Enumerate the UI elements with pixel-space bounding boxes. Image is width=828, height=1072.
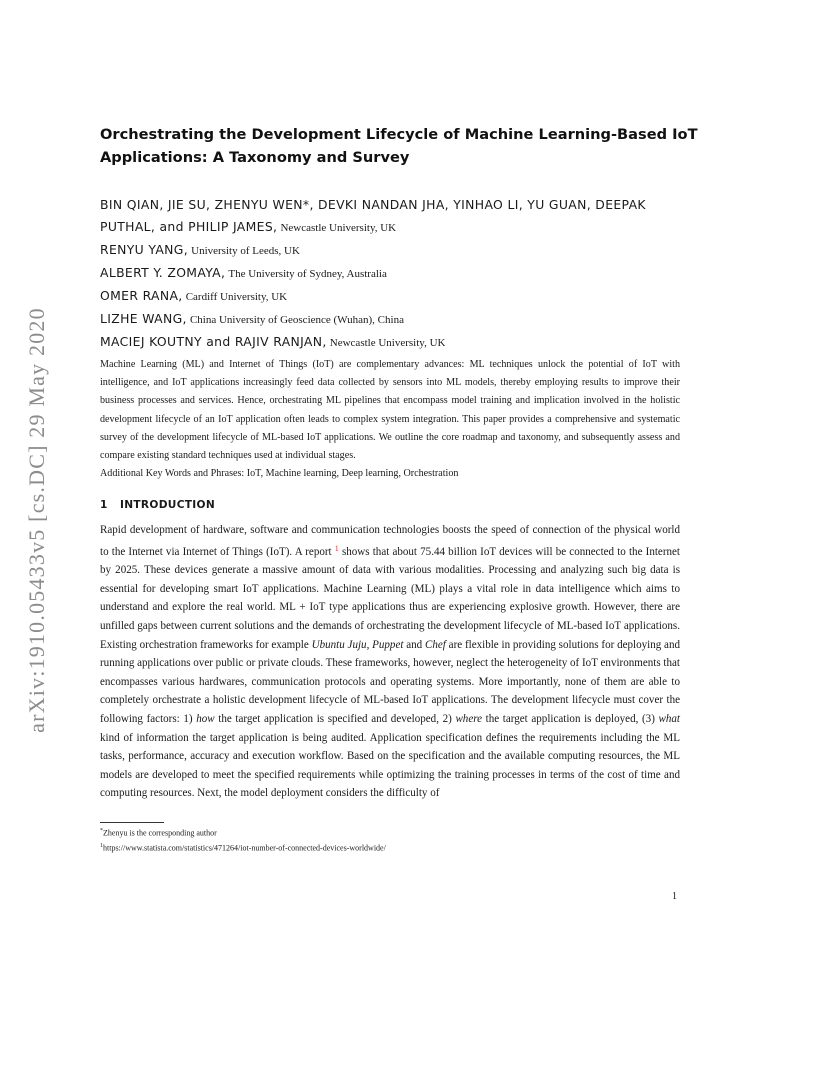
- body-text-italic: Chef: [425, 638, 446, 651]
- body-text-run: kind of information the target application is being audited. Application specification defines the requirements including the ML tasks, performance, accuracy and execution workflow. Based on the specification and the available computing resources, the ML models are developed to meet the specified requirements while optimizing the training processes in terms of the cost of time and computing resources. Next, the model deployment considers the difficulty of: [100, 731, 680, 800]
- author-names: OMER RANA,: [100, 288, 183, 303]
- author-line: [100, 194, 682, 216]
- body-text-italic: Puppet: [372, 638, 404, 651]
- abstract: Machine Learning (ML) and Internet of Things (IoT) are complementary advances: ML techniques unlock the potential of IoT with intelligence, and IoT applications increasingly feed data collected by sensors into ML models, thereby employing results to improve their business processes and services. Hence, orchestrating ML pipelines that encompass model training and implication involved in the holistic development lifecycle of an IoT application often leads to complex system integration. This paper provides a comprehensive and systematic survey of the development lifecycle of ML-based IoT applications. We outline the core roadmap and taxonomy, and subsequently assess and compare existing standard techniques used at individual stages.: [100, 359, 680, 462]
- body-text-run: ,: [366, 638, 373, 651]
- arxiv-identifier: arXiv:1910.05433v5 [cs.DC] 29 May 2020: [24, 307, 49, 733]
- author-names: BIN QIAN, JIE SU, ZHENYU WEN*, DEVKI NANDAN JHA, YINHAO LI, YU GUAN, DEEPAK: [100, 197, 646, 212]
- author-line: [100, 308, 682, 331]
- section-number: 1: [100, 499, 108, 511]
- body-text-italic: Ubuntu Juju: [311, 638, 367, 651]
- body-text-run: the target application is deployed, (3): [482, 712, 659, 725]
- footnote-link[interactable]: https://www.statista.com/statistics/471264/iot-number-of-connected-devices-worldwide/: [103, 843, 386, 853]
- author-line: [100, 216, 682, 239]
- body-text-run: Rapid development of hardware, software and communication technologies boosts the speed of connection of the physical world to the Internet via Internet of Things (IoT). A report: [100, 524, 680, 558]
- body-text-italic: how: [196, 712, 215, 725]
- author-line: [100, 331, 682, 354]
- author-line: [100, 239, 682, 262]
- author-affiliation: China University of Geoscience (Wuhan), China: [189, 314, 404, 326]
- footnote-marker: 1: [100, 842, 103, 849]
- author-names: ALBERT Y. ZOMAYA,: [100, 265, 226, 280]
- body-text-run: the target application is specified and developed, 2): [214, 712, 456, 725]
- footnote-corresponding-author: [100, 825, 680, 840]
- author-affiliation: Newcastle University, UK: [329, 337, 446, 349]
- body-text-run: and: [403, 638, 425, 651]
- page-number: 1: [672, 891, 677, 902]
- footnote-url: [100, 840, 680, 855]
- author-affiliation: Newcastle University, UK: [280, 222, 397, 234]
- body-text-run: shows that about 75.44 billion IoT devices will be connected to the Internet by 2025. These devices generate a massive amount of data with various modalities. Processing and analyzing such big data is essential for developing smart IoT applications. Machine Learning (ML) plays a vital role in data intelligence which aims to understand and explore the real world. ML + IoT type applications thus are experiencing explosive growth. However, there are unfilled gaps between current solutions and the demands of orchestrating the development lifecycle of ML-based IoT applications. Existing orchestration frameworks for example: [100, 545, 680, 651]
- author-line: [100, 262, 682, 285]
- footnote-text: Zhenyu is the corresponding author: [103, 828, 217, 838]
- author-names: LIZHE WANG,: [100, 311, 187, 326]
- author-line: [100, 285, 682, 308]
- author-names: RENYU YANG,: [100, 242, 189, 257]
- section-heading: [100, 499, 215, 511]
- author-names: PUTHAL, and PHILIP JAMES,: [100, 219, 278, 234]
- author-affiliation: The University of Sydney, Australia: [228, 268, 387, 280]
- section-title: INTRODUCTION: [120, 499, 216, 511]
- footnotes: [100, 825, 680, 854]
- body-text-italic: what: [658, 712, 680, 725]
- body-text-italic: where: [455, 712, 483, 725]
- introduction-paragraph: [100, 521, 680, 803]
- author-names: MACIEJ KOUTNY and RAJIV RANJAN,: [100, 334, 327, 349]
- keywords: Additional Key Words and Phrases: IoT, Machine learning, Deep learning, Orchestration: [100, 468, 459, 479]
- author-affiliation: University of Leeds, UK: [191, 245, 300, 257]
- footnote-marker: *: [100, 828, 103, 834]
- paper-title: Orchestrating the Development Lifecycle of Machine Learning-Based IoT Applications: A Taxonomy and Survey: [100, 126, 698, 166]
- footnote-reference-link[interactable]: 1: [334, 543, 339, 553]
- author-block: [100, 194, 682, 354]
- body-text-run: are flexible in providing solutions for deploying and running applications over public or private clouds. These frameworks, however, neglect the heterogeneity of IoT environments that encompasses various hardwares, communication protocols and operating systems. More importantly, none of them are able to completely orchestrate a holistic development lifecycle of ML-based IoT applications. The development lifecycle must cover the following factors: 1): [100, 638, 681, 725]
- author-affiliation: Cardiff University, UK: [185, 291, 288, 303]
- footnote-divider: [100, 822, 164, 823]
